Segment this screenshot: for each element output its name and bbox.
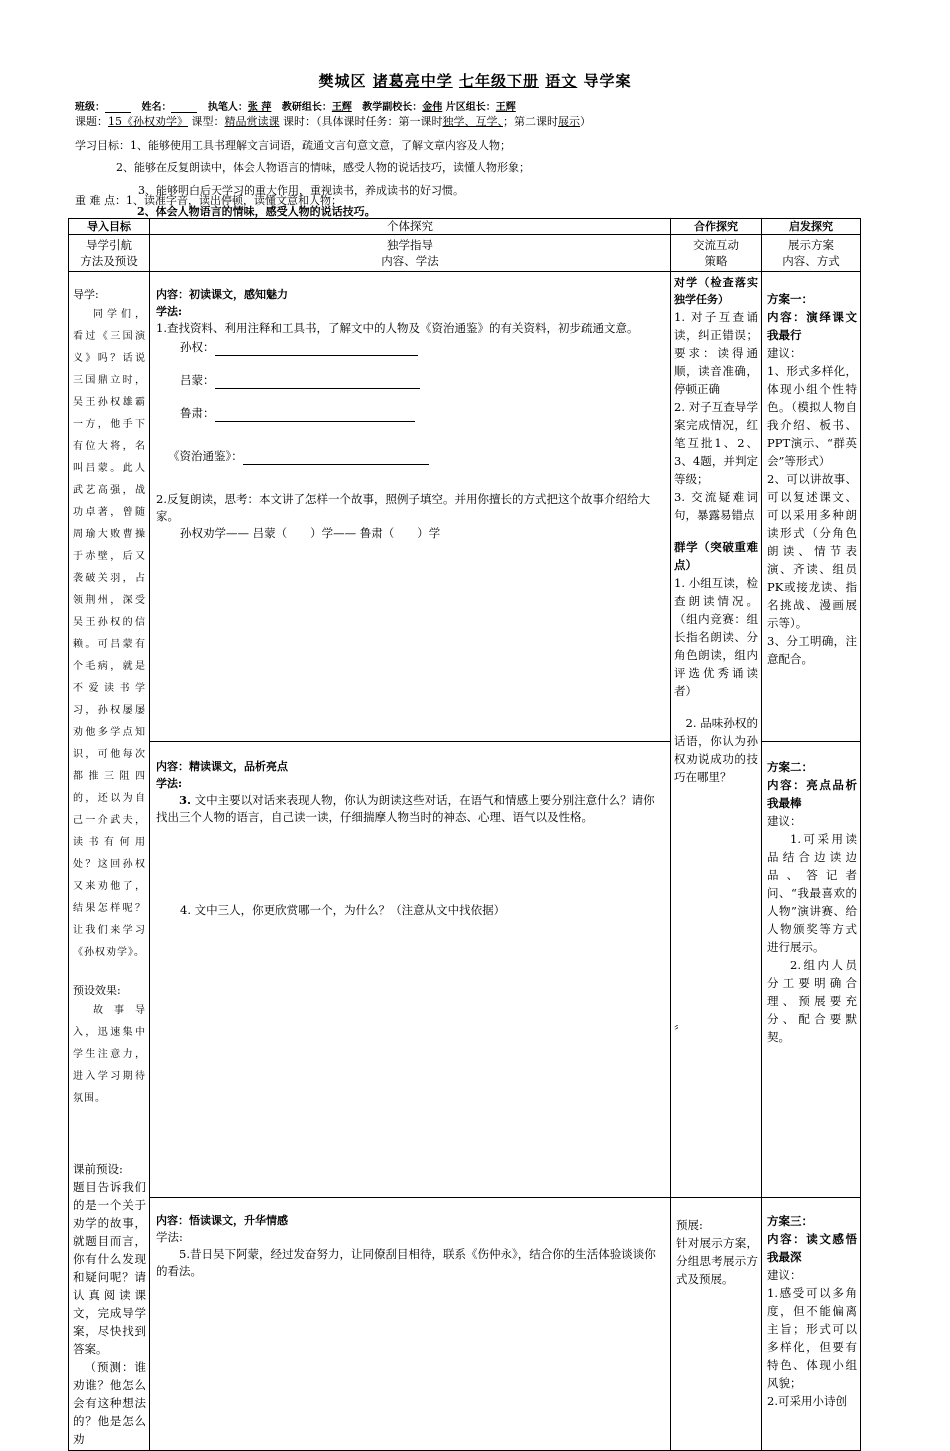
pre-label: 课前预设:	[73, 1162, 123, 1176]
subheader-intro	[69, 235, 150, 272]
zizhi-row	[156, 448, 664, 465]
c1-title: 内容：初读课文，感知魅力	[156, 288, 288, 301]
sunquan-blank[interactable]	[215, 355, 418, 356]
a3-2: 2.可采用小诗创	[767, 1393, 847, 1408]
a3-1: 1.感受可以多角度，但不能偏离主旨；形式可以多样化，但要有特色、体现小组风貌；	[767, 1285, 857, 1390]
coop-t1: 对学（检查落实独学任务）	[674, 276, 758, 306]
subheader-individual	[150, 235, 671, 272]
leader-value: 王辉	[331, 102, 352, 113]
table-subheader-row	[69, 235, 861, 272]
coop-p5: 2. 品味孙权的话语，你认为孙权劝说成功的技巧在哪里？	[674, 716, 758, 784]
title-suffix: 导学案	[583, 72, 632, 90]
hours-label: 课时：（具体课时任务：第一课时	[283, 115, 443, 128]
lvmeng-label: 吕蒙：	[180, 373, 215, 387]
effect-label: 预设效果:	[73, 984, 121, 997]
goals-line-1	[75, 137, 511, 153]
col-header-inspire: 启发探究	[762, 219, 861, 235]
vp-label: 教学副校长：	[362, 102, 423, 113]
lusu-label: 鲁肃：	[180, 406, 215, 420]
topic-label: 课题：	[75, 115, 108, 128]
title-school: 诸葛亮中学	[372, 72, 453, 90]
sunquan-row	[156, 339, 664, 356]
goal-3: 3、能够明白后天学习的重大作用，重视读书，养成读书的好习惯。	[138, 184, 464, 197]
author-value: 张 萍	[247, 102, 272, 113]
key-2: 2、体会人物语言的情味，感受人物的说话技巧。	[137, 205, 376, 218]
intro-cell	[69, 272, 150, 1451]
guide-text: 同学们，看过《三国演义》吗？话说三国鼎立时，吴王孙权雄霸一方，他手下有位大将，名叫吕蒙。此人武艺高强，战功卓著，曾随周瑜大败曹操于赤壁，后又袭破关羽，占领荆州，深受吴王孙权的信赖。可吕蒙有个毛病，就是不爱读书学习，孙权屡屡劝他多学点知识，可他每次都推三阻四的，还以为自己一介武夫，读书有何用处？这回孙权又来劝他了，结果怎样呢？让我们来学习《孙权劝学》。	[73, 309, 146, 958]
show-cell-3	[762, 1197, 861, 1451]
pre-text: 题目告诉我们的是一个关于劝学的故事，就题目而言，你有什么发现和疑问呢？请认真阅读课文，完成导学案，尽快找到答案。	[73, 1180, 146, 1356]
section-2-content	[150, 742, 671, 1197]
zizhi-label: 《资治通鉴》：	[168, 449, 243, 463]
table-header-row	[69, 219, 861, 235]
subheader-inspire-b: 内容、方式	[782, 254, 840, 268]
lusu-row	[156, 405, 664, 422]
sunquan-label: 孙权：	[180, 340, 215, 354]
subheader-inspire-a: 展示方案	[788, 238, 834, 252]
col-header-intro: 导入目标	[69, 219, 150, 235]
coop-p6-label: 预展:	[676, 1217, 703, 1232]
a1-3: 3、分工明确，注意配合。	[767, 634, 857, 666]
show-cell-1	[762, 272, 861, 742]
a3-title: 方案三：	[767, 1213, 813, 1228]
hour1-value: 独学、互学、	[442, 115, 503, 128]
guide-label: 导学:	[73, 288, 99, 301]
topic-value: 15《孙权劝学》	[108, 115, 188, 128]
area-value: 王辉	[495, 102, 516, 113]
area-label: 片区组长：	[445, 102, 496, 113]
goal-2: 2、能够在反复朗读中，体会人物语言的情味，感受人物的说话技巧，读懂人物形象；	[116, 161, 530, 174]
lusu-blank[interactable]	[215, 421, 415, 422]
a3-sug: 建议：	[767, 1267, 802, 1282]
key-label: 重 难 点：	[75, 194, 126, 207]
page-title	[0, 70, 950, 91]
a1-2: 2、可以讲故事、可以复述课文、可以采用多种朗读形式（分角色朗读、情节表演、齐读、组员PK或接龙读、指名挑战、漫画展示等）。	[767, 472, 857, 630]
a2-1: 1.可采用读品结合边读边品、答记者问、“我最喜欢的人物”演讲赛、给人物颁奖等方式进行展示。	[767, 832, 857, 955]
c2-title: 内容：精读课文，品析亮点	[156, 760, 288, 774]
study-table	[68, 218, 861, 1451]
hour2-label: ；第二课时	[503, 115, 558, 128]
effect-text: 故事导入，迅速集中学生注意力，进入学习期待氛围。	[73, 1005, 146, 1104]
c1-method: 学法:	[156, 305, 183, 318]
class-label: 班级：	[75, 102, 105, 113]
subheader-individual-a: 独学指导	[387, 238, 433, 252]
a1-1: 1、形式多样化，体现小组个性特色。（模拟人物自我介绍、板书、PPT演示、“群英会”等形式）	[767, 364, 857, 468]
a2-2: 2.组内人员分工要明确合理、预展要充分、配合要默契。	[767, 958, 857, 1045]
title-grade: 七年级下册	[458, 72, 539, 90]
coop-t2: 群学（突破重难点）	[674, 540, 758, 572]
a2-sug: 建议：	[767, 814, 802, 829]
lvmeng-row	[156, 372, 664, 389]
c1-fill: 孙权劝学—— 吕蒙（ ）学—— 鲁肃（ ）学	[180, 526, 441, 540]
meta-line	[75, 98, 516, 113]
c1-q2: 2.反复朗读，思考：本文讲了怎样一个故事，照例子填空。并用你擅长的方式把这个故事介绍给大家。	[156, 492, 650, 523]
coop-cell-1	[671, 272, 762, 1198]
hour2-value: 展示	[558, 115, 580, 128]
coop-p2: 2. 对子互查导学案完成情况，红笔互批1、2、3、4题，并判定等级；	[674, 400, 758, 486]
title-subject: 语文	[545, 72, 578, 90]
c2-q3-num: 3.	[179, 793, 192, 808]
a1-content: 内容：演绎课文我最行	[767, 310, 857, 342]
section-1-content	[150, 272, 671, 742]
section-3-content	[150, 1197, 671, 1451]
coop-cell-2	[671, 1197, 762, 1451]
a2-content: 内容：亮点品析我最棒	[767, 778, 857, 811]
coop-p1: 1. 对子互查诵读，纠正错误；要求：读得通顺，读音准确，停顿正确	[674, 310, 758, 396]
subheader-inspire	[762, 235, 861, 272]
vp-value: 金伟	[422, 102, 443, 113]
course-close: ）	[580, 115, 591, 128]
title-district: 樊城区	[318, 72, 367, 90]
subheader-intro-a: 导学引航	[86, 238, 132, 252]
goal-1: 1、能够使用工具书理解文言词语，疏通文言句意文意，了解文章内容及人物；	[130, 139, 511, 152]
subheader-individual-b: 内容、学法	[381, 254, 439, 268]
pre-text-2: （预测：谁劝谁？他怎么会有这种想法的？他是怎么劝	[73, 1360, 146, 1446]
a1-title: 方案一：	[767, 292, 813, 306]
lvmeng-blank[interactable]	[215, 388, 420, 389]
name-label: 姓名：	[141, 102, 172, 113]
coop-p3: 3. 交流疑难词句，暴露易错点	[674, 490, 758, 522]
c3-q5: 5.昔日吴下阿蒙，经过发奋努力，让同僚刮目相待，联系《伤仲永》，结合你的生活体验谈谈你的看法。	[156, 1246, 656, 1278]
coop-quote: 〞	[674, 1024, 686, 1038]
c3-title: 内容：悟读课文，升华情感	[156, 1213, 288, 1227]
c1-q1: 1.查找资料、利用注释和工具书，了解文中的人物及《资治通鉴》的有关资料，初步疏通文意。	[156, 321, 639, 335]
col-header-individual: 个体探究	[150, 219, 671, 235]
c2-q3-row	[156, 792, 664, 826]
a1-sug: 建议：	[767, 346, 802, 360]
section-3-row	[69, 1197, 861, 1451]
leader-label: 教研组长：	[281, 102, 332, 113]
coop-p4: 1. 小组互读，检查朗读情况。（组内竞赛：组长指名朗读、分角色朗读，组内评选优秀诵读者）	[674, 576, 758, 698]
coop-p6: 针对展示方案，分组思考展示方式及预展。	[676, 1235, 758, 1286]
key-1: 1、读准字音，读出停顿，读懂文意和人物；	[126, 194, 342, 207]
section-1-row	[69, 272, 861, 742]
c2-method: 学法:	[156, 777, 183, 791]
subheader-coop-b: 策略	[704, 254, 728, 268]
subheader-coop	[671, 235, 762, 272]
subheader-intro-b: 方法及预设	[80, 254, 138, 268]
a3-content: 内容：读文感悟我最深	[767, 1231, 857, 1264]
col-header-coop: 合作探究	[671, 219, 762, 235]
c3-method: 学法:	[156, 1229, 183, 1244]
a2-title: 方案二：	[767, 760, 813, 775]
subheader-coop-a: 交流互动	[693, 238, 739, 252]
zizhi-blank[interactable]	[243, 464, 429, 465]
type-value: 精品赏读课	[224, 115, 280, 128]
course-line	[75, 113, 591, 129]
author-label: 执笔人：	[207, 102, 248, 113]
c2-q4: 4. 文中三人，你更欣赏哪一个，为什么？（注意从文中找依据）	[180, 903, 506, 918]
c2-q3: 文中主要以对话来表现人物，你认为朗读这些对话，在语气和情感上要分别注意什么？请你找出三个人物的语言，自己读一读，仔细揣摩人物当时的神态、心理、语气以及性格。	[156, 793, 655, 825]
goals-label: 学习目标：	[75, 139, 130, 152]
type-label: 课型：	[191, 115, 225, 128]
show-cell-2	[762, 742, 861, 1197]
